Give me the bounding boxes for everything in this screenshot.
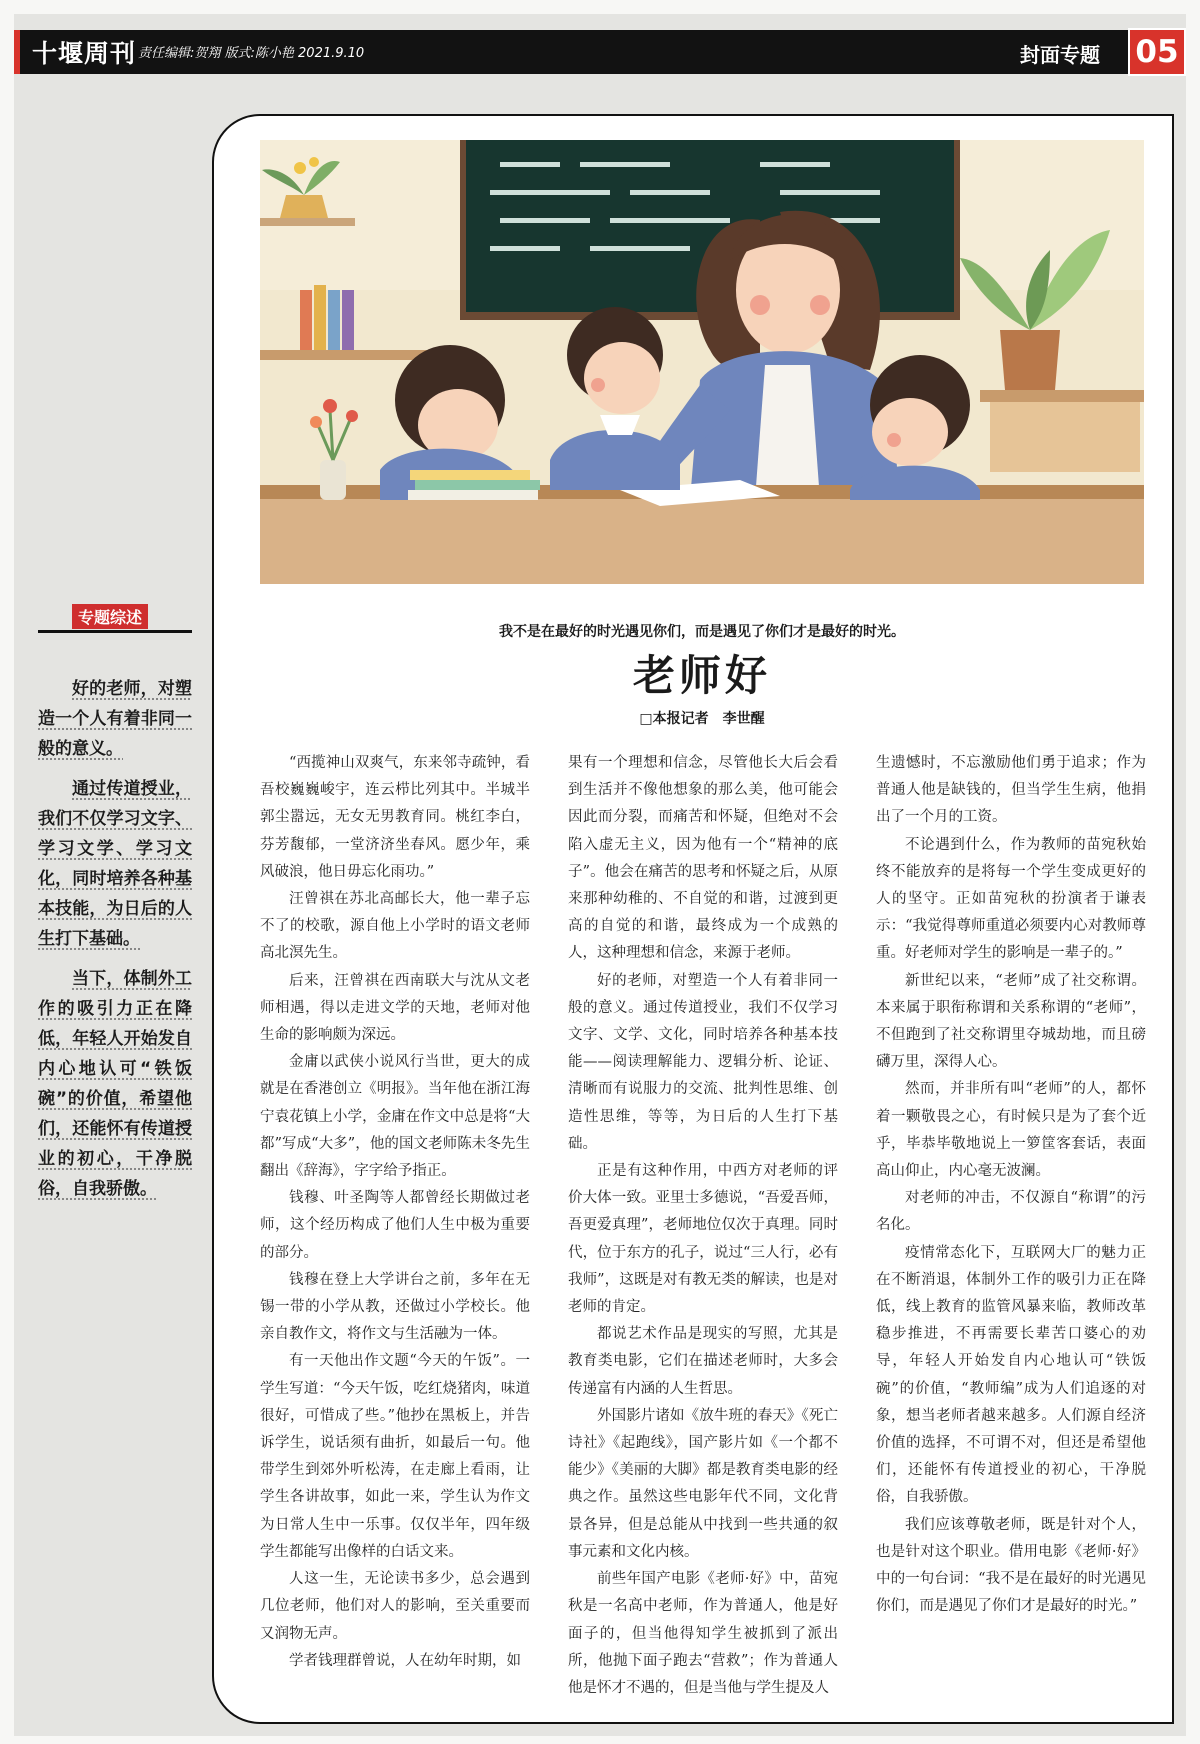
paragraph: “西揽神山双爽气，东来邻寺疏钟，看吾校巍巍峻宇，连云栉比列其中。半城半郭尘嚣远，无女无男教育同。桃红李白，芬芳馥郁，一堂济济坐春风。愿少年，乘风破浪，他日毋忘化雨功。” (260, 755, 530, 880)
article-column-1 (260, 750, 530, 1675)
header-accent-bar (14, 30, 20, 74)
paragraph: 我们应该尊敬老师，既是针对个人，也是针对这个职业。借用电影《老师·好》中的一句台词：“我不是在最好的时光遇见你们，而是遇见了你们才是最好的时光。” (876, 1516, 1146, 1615)
byline: □本报记者 李世醒 (639, 711, 765, 727)
paragraph: 好的老师，对塑造一个人有着非同一般的意义。通过传道授业，我们不仅学习文字、文学、文化，同时培养各种基本技能——阅读理解能力、逻辑分析、论证、清晰而有说服力的交流、批判性思维、创造性思维，等等，为日后的人生打下基础。 (568, 972, 838, 1152)
article-column-2 (568, 750, 838, 1702)
paragraph: 果有一个理想和信念，尽管他长大后会看到生活并不像他想象的那么美，他可能会因此而分裂，而痛苦和怀疑，但绝对不会陷入虚无主义，因为他有一个“精神的底子”。他会在痛苦的思考和怀疑之后，从原来那种幼稚的、不自觉的和谐，过渡到更高的自觉的和谐，最终成为一个成熟的人，这种理想和信念，来源于老师。 (568, 755, 838, 962)
sidebar-paragraph: 通过传道授业，我们不仅学习文字、学习文学、学习文化，同时培养各种基本技能，为日后的人生打下基础。 (38, 779, 192, 949)
feature-summary-sidebar (38, 604, 192, 1214)
paragraph: 都说艺术作品是现实的写照，尤其是教育类电影，它们在描述老师时，大多会传递富有内涵的人生哲思。 (568, 1326, 838, 1397)
paragraph: 有一天他出作文题“今天的午饭”。一学生写道：“今天午饭，吃红烧猪肉，味道很好，可惜成了些。”他抄在黑板上，并告诉学生，说话须有曲折，如最后一句。他带学生到郊外听松涛，在走廊上看雨，让学生各讲故事，如此一来，学生认为作文为日常人生中一乐事。仅仅半年，四年级学生都能写出像样的白话文来。 (260, 1353, 530, 1560)
paragraph: 疫情常态化下，互联网大厂的魅力正在不断消退，体制外工作的吸引力正在降低，线上教育的监管风暴来临，教师改革稳步推进，不再需要长辈苦口婆心的劝导，年轻人开始发自内心地认可“铁饭碗”的价值，“教师编”成为人们追逐的对象，想当老师者越来越多。人们源自经济价值的选择，不可谓不对，但还是希望他们，还能怀有传道授业的初心，干净脱俗，自我骄傲。 (876, 1244, 1146, 1506)
editor-credits: 责任编辑:贺翔 版式:陈小艳 2021.9.10 (138, 46, 365, 61)
page-number: 05 (1128, 28, 1186, 76)
paragraph: 新世纪以来，“老师”成了社交称谓。本来属于职衔称谓和关系称谓的“老师”，不但跑到了社交称谓里夺城劫地，而且磅礴万里，深得人心。 (876, 972, 1146, 1071)
section-title: 封面专题 (1020, 43, 1100, 67)
paragraph: 正是有这种作用，中西方对老师的评价大体一致。亚里士多德说，“吾爱吾师，吾更爱真理”，老师地位仅次于真理。同时代，位于东方的孔子，说过“三人行，必有我师”，这既是对有教无类的解读，也是对老师的肯定。 (568, 1163, 838, 1316)
pull-quote: 我不是在最好的时光遇见你们，而是遇见了你们才是最好的时光。 (499, 624, 905, 640)
sidebar-paragraph: 当下，体制外工作的吸引力正在降低，年轻人开始发自内心地认可“铁饭碗”的价值，希望他们，还能怀有传道授业的初心，干净脱俗，自我骄傲。 (38, 969, 192, 1199)
paragraph: 后来，汪曾祺在西南联大与沈从文老师相遇，得以走进文学的天地，老师对他生命的影响颇为深远。 (260, 972, 530, 1044)
sidebar-rule (38, 630, 192, 633)
paragraph: 然而，并非所有叫“老师”的人，都怀着一颗敬畏之心，有时候只是为了套个近乎，毕恭毕敬地说上一箩筐客套话，表面高山仰止，内心毫无波澜。 (876, 1081, 1146, 1180)
paragraph: 学者钱理群曾说，人在幼年时期，如 (289, 1652, 521, 1669)
article-title: 老师好 (632, 651, 771, 700)
paragraph: 前些年国产电影《老师·好》中，苗宛秋是一名高中老师，作为普通人，他是好面子的，但当他得知学生被抓到了派出所，他抛下面子跑去“营救”；作为普通人他是怀才不遇的，但是当他与学生提及人 (568, 1571, 838, 1696)
sidebar-body (38, 674, 192, 1204)
paragraph: 生遗憾时，不忘激励他们勇于追求；作为普通人他是缺钱的，但当学生生病，他捐出了一个月的工资。 (876, 755, 1146, 826)
paragraph: 外国影片诸如《放牛班的春天》《死亡诗社》《起跑线》，国产影片如《一个都不能少》《美丽的大脚》都是教育类电影的经典之作。虽然这些电影年代不同，文化背景各异，但是总能从中找到一些共通的叙事元素和文化内核。 (568, 1407, 838, 1560)
sidebar-paragraph: 好的老师，对塑造一个人有着非同一般的意义。 (38, 679, 192, 759)
paragraph: 钱穆、叶圣陶等人都曾经长期做过老师，这个经历构成了他们人生中极为重要的部分。 (260, 1190, 530, 1261)
classroom-illustration (260, 140, 1144, 584)
masthead: 十堰周刊 (32, 39, 137, 68)
paragraph: 金庸以武侠小说风行当世，更大的成就是在香港创立《明报》。当年他在浙江海宁袁花镇上小学，金庸在作文中总是将“大都”写成“大多”，他的国文老师陈未冬先生翻出《辞海》，字字给予指正。 (260, 1054, 530, 1180)
page-header (14, 30, 1186, 74)
paragraph: 钱穆在登上大学讲台之前，多年在无锡一带的小学从教，还做过小学校长。他亲自教作文，将作文与生活融为一体。 (260, 1271, 530, 1343)
paragraph: 人这一生，无论读书多少，总会遇到几位老师，他们对人的影响，至关重要而又润物无声。 (260, 1571, 530, 1642)
sidebar-heading-row (38, 604, 192, 626)
paragraph: 对老师的冲击，不仅源自“称谓”的污名化。 (876, 1190, 1146, 1234)
article-column-3 (876, 750, 1146, 1621)
sidebar-heading: 专题综述 (72, 604, 148, 629)
paragraph: 不论遇到什么，作为教师的苗宛秋始终不能放弃的是将每一个学生变成更好的人的坚守。正如苗宛秋的扮演者于谦表示：“我觉得尊师重道必须要内心对教师尊重。好老师对学生的影响是一辈子的。” (876, 836, 1146, 962)
paragraph: 汪曾祺在苏北高邮长大，他一辈子忘不了的校歌，源自他上小学时的语文老师高北溟先生。 (260, 891, 530, 962)
